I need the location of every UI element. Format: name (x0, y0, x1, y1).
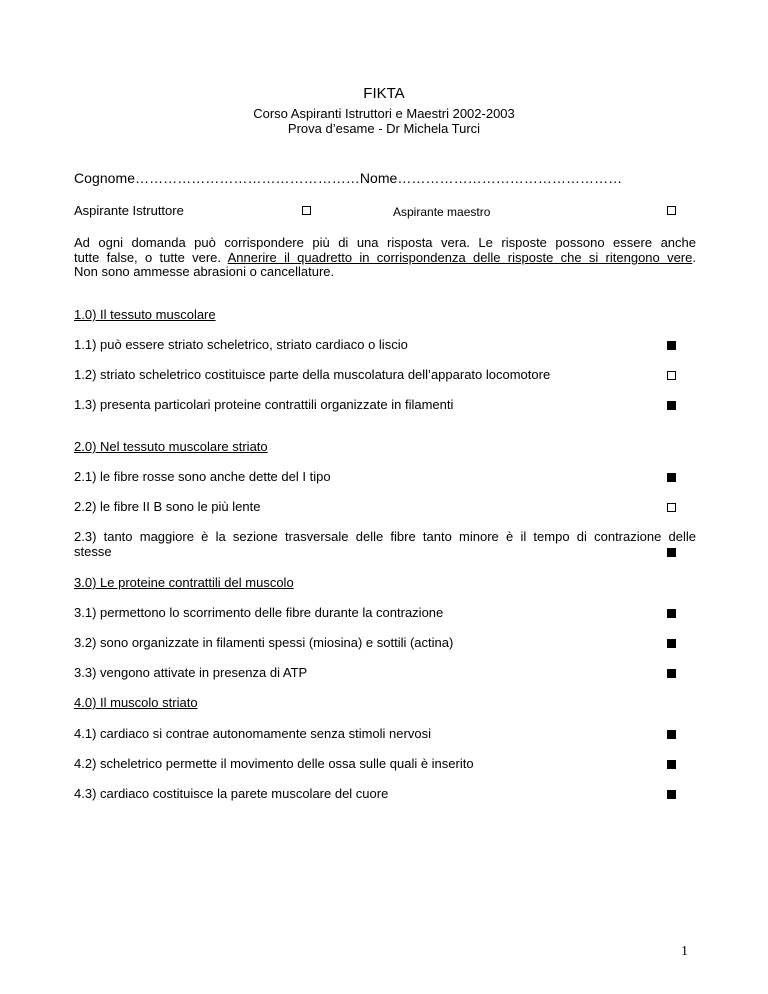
answer-text: 4.2) scheletrico permette il movimento delle ossa sulle quali è inserito (74, 756, 474, 771)
answer-checkbox[interactable] (667, 473, 676, 482)
instructions-line-1: Ad ogni domanda può corrispondere più di una risposta vera. Le risposte possono essere anche (74, 235, 696, 250)
answer-text: 1.3) presenta particolari proteine contrattili organizzate in filamenti (74, 397, 454, 412)
exam-subtitle: Prova d’esame - Dr Michela Turci (287, 121, 481, 136)
answer-text: 4.1) cardiaco si contrae autonomamente senza stimoli nervosi (74, 726, 431, 741)
instructions-emphasis: Annerire il quadretto in corrispondenza delle risposte che si ritengono vere (227, 250, 693, 265)
answer-text: 3.1) permettono lo scorrimento delle fibre durante la contrazione (74, 605, 444, 620)
answer-text: 3.3) vengono attivate in presenza di ATP (74, 665, 308, 680)
answer-text: 1.1) può essere striato scheletrico, striato cardiaco o liscio (74, 337, 408, 352)
name-fields-line: Cognome…………………………………………Nome………………………………………… (74, 170, 623, 186)
answer-text: 1.2) striato scheletrico costituisce parte della muscolatura dell’apparato locomotore (74, 367, 551, 382)
answer-text-continued: stesse (74, 544, 112, 559)
answer-text: 3.2) sono organizzate in filamenti spessi (miosina) e sottili (actina) (74, 635, 454, 650)
answer-checkbox[interactable] (667, 548, 676, 557)
answer-checkbox[interactable] (667, 609, 676, 618)
instructions-text: tutte false, o tutte vere. (74, 250, 222, 265)
section-heading: 3.0) Le proteine contrattili del muscolo (74, 575, 294, 590)
answer-checkbox[interactable] (667, 341, 676, 350)
course-subtitle: Corso Aspiranti Istruttori e Maestri 2002-2003 (253, 106, 515, 121)
answer-text: 2.3) tanto maggiore è la sezione trasversale delle fibre tanto minore è il tempo di contrazione delle (74, 529, 696, 544)
answer-checkbox[interactable] (667, 639, 676, 648)
section-heading: 1.0) Il tessuto muscolare (74, 307, 216, 322)
page-number: 1 (681, 944, 688, 959)
answer-text: 4.3) cardiaco costituisce la parete muscolare del cuore (74, 786, 389, 801)
instructions-period: . (692, 250, 696, 265)
document-title: FIKTA (363, 85, 405, 102)
aspirante-istruttore-label: Aspirante Istruttore (74, 203, 184, 218)
aspirante-istruttore-checkbox[interactable] (302, 206, 311, 215)
answer-checkbox[interactable] (667, 790, 676, 799)
answer-checkbox[interactable] (667, 371, 676, 380)
answer-text: 2.2) le fibre II B sono le più lente (74, 499, 261, 514)
answer-checkbox[interactable] (667, 669, 676, 678)
answer-checkbox[interactable] (667, 503, 676, 512)
answer-checkbox[interactable] (667, 760, 676, 769)
aspirante-maestro-checkbox[interactable] (667, 206, 676, 215)
answer-checkbox[interactable] (667, 401, 676, 410)
section-heading: 2.0) Nel tessuto muscolare striato (74, 439, 268, 454)
answer-text: 2.1) le fibre rosse sono anche dette del I tipo (74, 469, 331, 484)
section-heading: 4.0) Il muscolo striato (74, 695, 198, 710)
aspirante-maestro-label: Aspirante maestro (393, 205, 491, 219)
instructions-line-3: Non sono ammesse abrasioni o cancellature. (74, 264, 335, 279)
answer-checkbox[interactable] (667, 730, 676, 739)
